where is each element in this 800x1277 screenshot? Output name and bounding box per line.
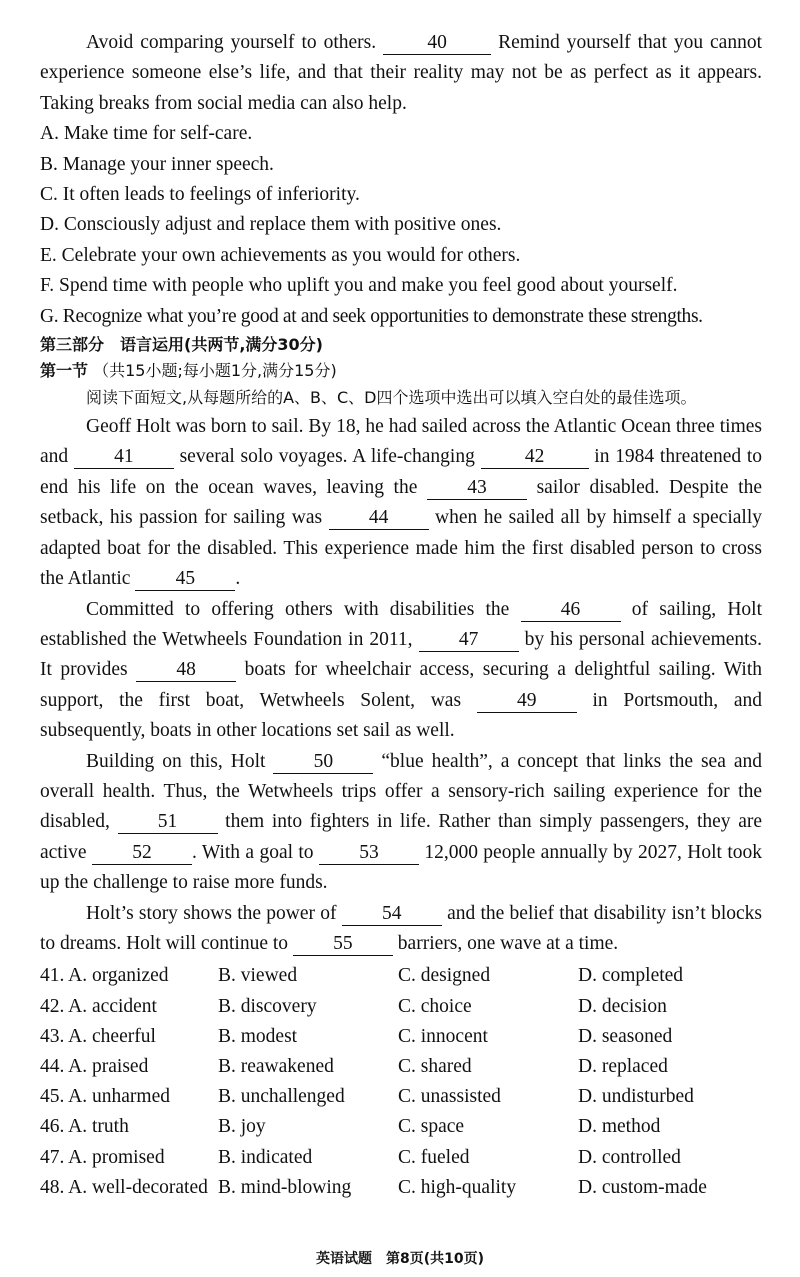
answer-blank-45: 45 [135, 568, 235, 591]
choice-c: C. designed [398, 965, 491, 987]
multiple-choice-options [40, 961, 762, 1203]
text-segment: sailor disabled. Despite the setback, his passion for sailing was [40, 476, 762, 529]
text-segment: . [235, 568, 241, 590]
choice-c: C. innocent [398, 1025, 488, 1047]
question-row [40, 1173, 762, 1203]
text-segment: Holt’s story shows the power of [86, 902, 337, 924]
choice-d: D. custom-made [578, 1176, 707, 1198]
choice-a: 45. A. unharmed [40, 1086, 170, 1108]
choice-d: D. controlled [578, 1146, 681, 1168]
passage-paragraph-1 [40, 412, 762, 594]
text-segment: barriers, one wave at a time. [397, 932, 619, 954]
answer-blank-49: 49 [477, 690, 577, 713]
answer-blank-40: 40 [383, 32, 491, 55]
part3-heading: 第三部分 语言运用(共两节,满分30分) [40, 335, 323, 355]
choice-b: B. modest [218, 1025, 298, 1047]
passage-paragraph-4 [40, 899, 762, 960]
answer-blank-53: 53 [319, 842, 419, 865]
text-segment: and the belief that disability isn’t blocks to dreams. Holt will continue to [40, 902, 763, 954]
answer-blank-54: 54 [342, 903, 442, 926]
question-row [40, 1143, 762, 1173]
text-segment: them into fighters in life. Rather than simply passengers, they are active [40, 811, 762, 863]
choice-d: D. completed [578, 965, 684, 987]
choice-d: D. method [578, 1116, 661, 1138]
choice-c: C. fueled [398, 1146, 470, 1168]
answer-blank-51: 51 [118, 811, 218, 834]
choice-b: B. unchallenged [218, 1086, 345, 1108]
answer-blank-48: 48 [136, 659, 236, 682]
text-segment: when he sailed all by himself a specially adapted boat for the disabled. This experience made him the first disabled person to cross the Atlantic [40, 507, 762, 590]
answer-blank-55: 55 [293, 933, 393, 956]
answer-blank-44: 44 [329, 507, 429, 530]
choice-a: 46. A. truth [40, 1116, 129, 1138]
answer-blank-46: 46 [521, 599, 621, 622]
text-segment: . With a goal to [191, 841, 314, 863]
choice-b: B. viewed [218, 965, 298, 987]
section2-closing-paragraph [40, 28, 762, 119]
option-f: F. Spend time with people who uplift you and make you feel good about yourself. [40, 275, 678, 297]
choice-b: B. mind-blowing [218, 1176, 352, 1198]
answer-blank-50: 50 [273, 751, 373, 774]
choice-d: D. undisturbed [578, 1086, 694, 1108]
choice-a: 47. A. promised [40, 1146, 165, 1168]
choice-a: 48. A. well-decorated [40, 1176, 208, 1198]
choice-c: C. choice [398, 995, 472, 1017]
choice-b: B. discovery [218, 995, 317, 1017]
choice-b: B. reawakened [218, 1055, 334, 1077]
question-row [40, 1052, 762, 1082]
choice-a: 44. A. praised [40, 1055, 149, 1077]
passage-paragraph-2 [40, 595, 762, 747]
answer-blank-47: 47 [419, 629, 519, 652]
choice-a: 41. A. organized [40, 965, 169, 987]
choice-d: D. replaced [578, 1055, 668, 1077]
section2-options [40, 119, 762, 332]
choice-d: D. decision [578, 995, 667, 1017]
option-g: G. Recognize what you’re good at and seek opportunities to demonstrate these strengths. [40, 305, 703, 327]
question-row [40, 1112, 762, 1142]
answer-blank-52: 52 [92, 842, 192, 865]
section-info: （共15小题;每小题1分,满分15分) [93, 361, 337, 381]
choice-c: C. high-quality [398, 1176, 517, 1198]
choice-b: B. indicated [218, 1146, 313, 1168]
question-row [40, 961, 762, 991]
choice-c: C. shared [398, 1055, 472, 1077]
text-segment: several solo voyages. A life-changing [179, 446, 475, 468]
choice-d: D. seasoned [578, 1025, 673, 1047]
choice-c: C. space [398, 1116, 465, 1138]
text-segment: by his personal achievements. It provides [40, 628, 763, 681]
text-segment: Avoid comparing yourself to others. [86, 32, 377, 53]
answer-blank-43: 43 [427, 477, 527, 500]
question-row [40, 1082, 762, 1112]
option-b: B. Manage your inner speech. [40, 153, 274, 175]
text-segment: Geoff Holt was born to sail. By 18, he had sailed across the Atlantic Ocean three times and [40, 416, 762, 468]
answer-blank-41: 41 [74, 446, 174, 469]
text-segment: boats for wheelchair access, securing a delightful sailing. With support, the first boat, Wetwheels Solent, was [40, 659, 763, 711]
section1-header [40, 358, 762, 384]
question-row [40, 1022, 762, 1052]
choice-c: C. unassisted [398, 1086, 501, 1108]
option-d: D. Consciously adjust and replace them with positive ones. [40, 214, 502, 236]
answer-blank-42: 42 [481, 446, 589, 469]
passage-paragraph-3 [40, 747, 762, 899]
text-segment: “blue health”, a concept that links the sea and overall health. Thus, the Wetwheels trips offer a sensory-rich sailing experience for the disabled, [40, 750, 763, 833]
text-segment: Remind yourself that you cannot experience someone else’s life, and that their reality may not be as perfect as it appears. Taking breaks from social media can also help. [40, 32, 763, 114]
page-footer: 英语试题 第8页(共10页) [315, 1251, 485, 1267]
question-row [40, 992, 762, 1022]
text-segment: in Portsmouth, and subsequently, boats in other locations set sail as well. [40, 689, 763, 742]
text-segment: Building on this, Holt [86, 750, 266, 772]
text-segment: in 1984 threatened to end his life on the ocean waves, leaving the [40, 446, 762, 498]
text-segment: Committed to offering others with disabilities the [86, 598, 510, 620]
choice-b: B. joy [218, 1116, 266, 1138]
option-e: E. Celebrate your own achievements as you would for others. [40, 244, 521, 266]
choice-a: 42. A. accident [40, 995, 157, 1017]
instruction: 阅读下面短文,从每题所给的A、B、C、D四个选项中选出可以填入空白处的最佳选项。 [86, 388, 697, 408]
text-segment: 12,000 people annually by 2027, Holt took up the challenge to raise more funds. [40, 841, 762, 894]
choice-a: 43. A. cheerful [40, 1025, 156, 1047]
option-a: A. Make time for self-care. [40, 123, 253, 145]
section-label: 第一节 [40, 361, 89, 381]
text-segment: of sailing, Holt established the Wetwheels Foundation in 2011, [40, 598, 762, 650]
option-c: C. It often leads to feelings of inferiority. [40, 184, 360, 206]
